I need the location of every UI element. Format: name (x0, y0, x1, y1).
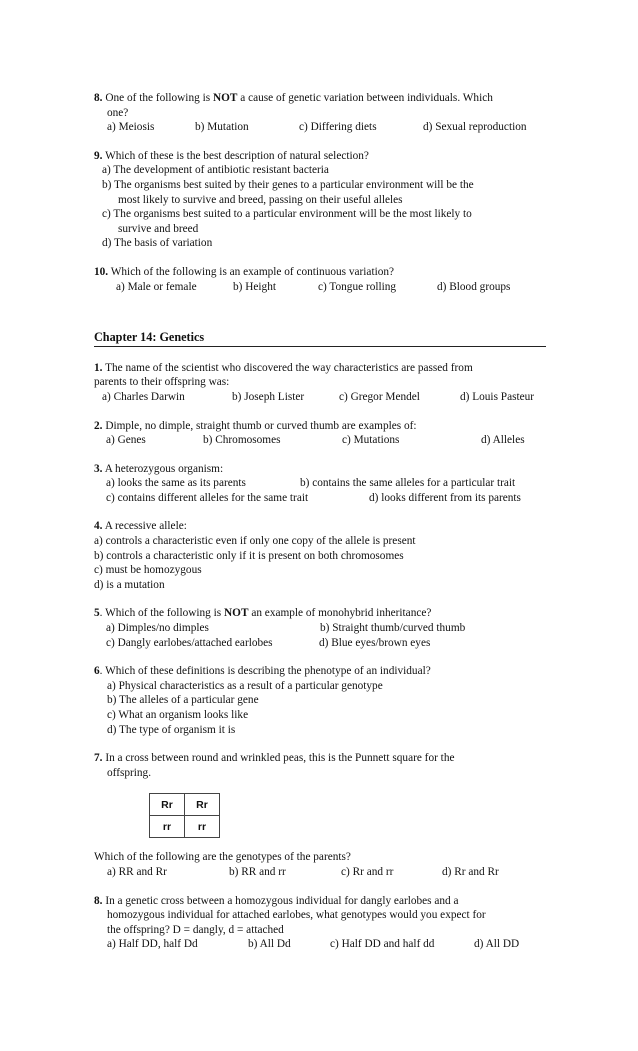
question-line (94, 361, 546, 376)
option-b: b) contains the same alleles for a particular trait (300, 477, 516, 490)
option-a: a) The development of antibiotic resistant bacteria (102, 164, 329, 177)
option-a: a) Male or female (116, 280, 197, 293)
question-text: . Which of these definitions is describing the phenotype of an individual? (99, 665, 431, 678)
options-row (94, 120, 546, 135)
option-c: c) Tongue rolling (318, 280, 397, 293)
worksheet-page (94, 91, 546, 952)
option-a: a) Genes (106, 434, 146, 447)
options-row (94, 476, 546, 491)
question-10-continuous-variation (94, 265, 546, 294)
punnett-cell: rr (185, 816, 220, 838)
option-d: d) Blue eyes/brown eyes (319, 636, 431, 649)
genetics-question-6 (94, 664, 546, 737)
option-c: c) Dangly earlobes/attached earlobes (106, 636, 273, 649)
option-d: d) Sexual reproduction (423, 121, 527, 134)
punnett-cell: Rr (150, 794, 185, 816)
option-c: c) Gregor Mendel (339, 390, 420, 403)
question-number: 2. (94, 419, 103, 432)
question-number: 3. (94, 462, 103, 475)
option-d: d) is a mutation (94, 578, 165, 591)
question-line: the offspring? D = dangly, d = attached (107, 923, 284, 936)
question-line (94, 664, 546, 679)
options-row (94, 636, 546, 651)
punnett-square (149, 793, 546, 838)
emphasis-not: NOT (212, 92, 238, 104)
genetics-question-3 (94, 462, 546, 506)
option-d: d) looks different from its parents (369, 491, 521, 504)
option-a: a) Charles Darwin (102, 390, 185, 403)
question-number: 6 (94, 665, 100, 678)
question-line (94, 149, 546, 164)
question-number: 8. (94, 92, 103, 104)
question-text: One of the following is (105, 92, 213, 104)
options-row (94, 621, 546, 636)
option-d: d) The type of organism it is (107, 723, 236, 736)
option-a: a) looks the same as its parents (106, 477, 246, 490)
option-a: a) Half DD, half Dd (107, 938, 198, 951)
option-d: d) All DD (474, 938, 520, 951)
question-number: 1. (94, 361, 103, 374)
question-line (94, 419, 546, 434)
option-b: b) RR and rr (229, 865, 286, 878)
question-number: 9. (94, 149, 103, 162)
option-a: a) RR and Rr (107, 865, 167, 878)
options-row (94, 280, 546, 295)
option-a: a) Dimples/no dimples (106, 622, 209, 635)
question-line: offspring. (107, 766, 152, 779)
options-row (94, 433, 546, 448)
option-b: b) Joseph Lister (232, 390, 305, 403)
genetics-question-1 (94, 361, 546, 405)
question-number: 4. (94, 520, 103, 533)
option-c: c) What an organism looks like (107, 709, 249, 721)
question-line (94, 751, 546, 766)
question-number: 5 (94, 607, 100, 620)
punnett-cell: rr (150, 816, 185, 838)
option-c: c) The organisms best suited to a particular environment will be the most likely to (102, 208, 472, 221)
option-a: a) Meiosis (107, 121, 155, 134)
question-9-natural-selection (94, 149, 546, 251)
option-c-continued: survive and breed (118, 222, 199, 235)
genetics-question-4 (94, 519, 546, 592)
question-line: Which of the following are the genotypes of the parents? (94, 851, 351, 864)
option-c: c) contains different alleles for the same trait (106, 491, 309, 504)
option-a: a) Physical characteristics as a result of a particular genotype (107, 679, 383, 692)
question-text: A heterozygous organism: (104, 462, 224, 475)
option-b: b) Straight thumb/curved thumb (320, 622, 466, 635)
option-b-continued: most likely to survive and breed, passing on their useful alleles (118, 193, 403, 206)
emphasis-not: NOT (224, 607, 249, 620)
question-number: 10. (94, 265, 109, 278)
question-number: 8. (94, 894, 103, 907)
question-line (94, 91, 546, 106)
option-b: b) The organisms best suited by their genes to a particular environment will be the (102, 178, 474, 191)
question-text: The name of the scientist who discovered the way characteristics are passed from (105, 361, 473, 374)
punnett-cell: Rr (185, 794, 220, 816)
option-b: b) controls a characteristic only if it is present on both chromosomes (94, 549, 404, 562)
question-text: Which of these is the best description of natural selection? (105, 149, 369, 162)
question-line (94, 265, 546, 280)
option-b: b) The alleles of a particular gene (107, 694, 259, 707)
question-text: In a cross between round and wrinkled peas, this is the Punnett square for the (105, 752, 455, 765)
option-c: c) Half DD and half dd (330, 938, 435, 951)
genetics-question-2 (94, 419, 546, 448)
genetics-question-7 (94, 751, 546, 879)
option-b: b) Height (233, 280, 276, 293)
genetics-question-8 (94, 894, 546, 952)
question-text: an example of monohybrid inheritance? (248, 607, 432, 620)
question-text: . Which of the following is (99, 607, 225, 620)
options-row (94, 491, 546, 506)
question-line (94, 462, 546, 477)
option-c: c) Differing diets (299, 121, 377, 134)
options-row (94, 390, 546, 405)
question-line: parents to their offspring was: (94, 376, 230, 389)
question-text: A recessive allele: (104, 520, 187, 533)
option-c: c) Mutations (342, 434, 400, 447)
option-c: c) must be homozygous (94, 564, 202, 577)
question-8-variation (94, 91, 546, 135)
option-d: d) Blood groups (437, 280, 511, 293)
question-text: a cause of genetic variation between individuals. Which (237, 92, 493, 104)
chapter-heading: Chapter 14: Genetics (94, 330, 546, 347)
question-line (94, 606, 546, 621)
option-b: b) Chromosomes (203, 434, 281, 447)
options-row (94, 865, 546, 880)
question-line: one? (107, 106, 129, 119)
option-d: d) Alleles (481, 434, 525, 447)
option-d: d) Louis Pasteur (460, 390, 535, 403)
question-number: 7. (94, 752, 103, 765)
question-line (94, 519, 546, 534)
option-d: d) The basis of variation (102, 237, 213, 250)
option-a: a) controls a characteristic even if only one copy of the allele is present (94, 535, 416, 548)
option-b: b) All Dd (248, 938, 291, 951)
question-text: In a genetic cross between a homozygous individual for dangly earlobes and a (105, 894, 459, 907)
option-c: c) Rr and rr (341, 865, 394, 878)
options-row (94, 937, 546, 952)
question-line: homozygous individual for attached earlobes, what genotypes would you expect for (107, 909, 486, 922)
option-b: b) Mutation (195, 121, 249, 134)
genetics-question-5 (94, 606, 546, 650)
question-text: Which of the following is an example of continuous variation? (110, 265, 395, 278)
option-d: d) Rr and Rr (442, 865, 499, 878)
question-text: Dimple, no dimple, straight thumb or curved thumb are examples of: (105, 419, 417, 432)
question-line (94, 894, 546, 909)
